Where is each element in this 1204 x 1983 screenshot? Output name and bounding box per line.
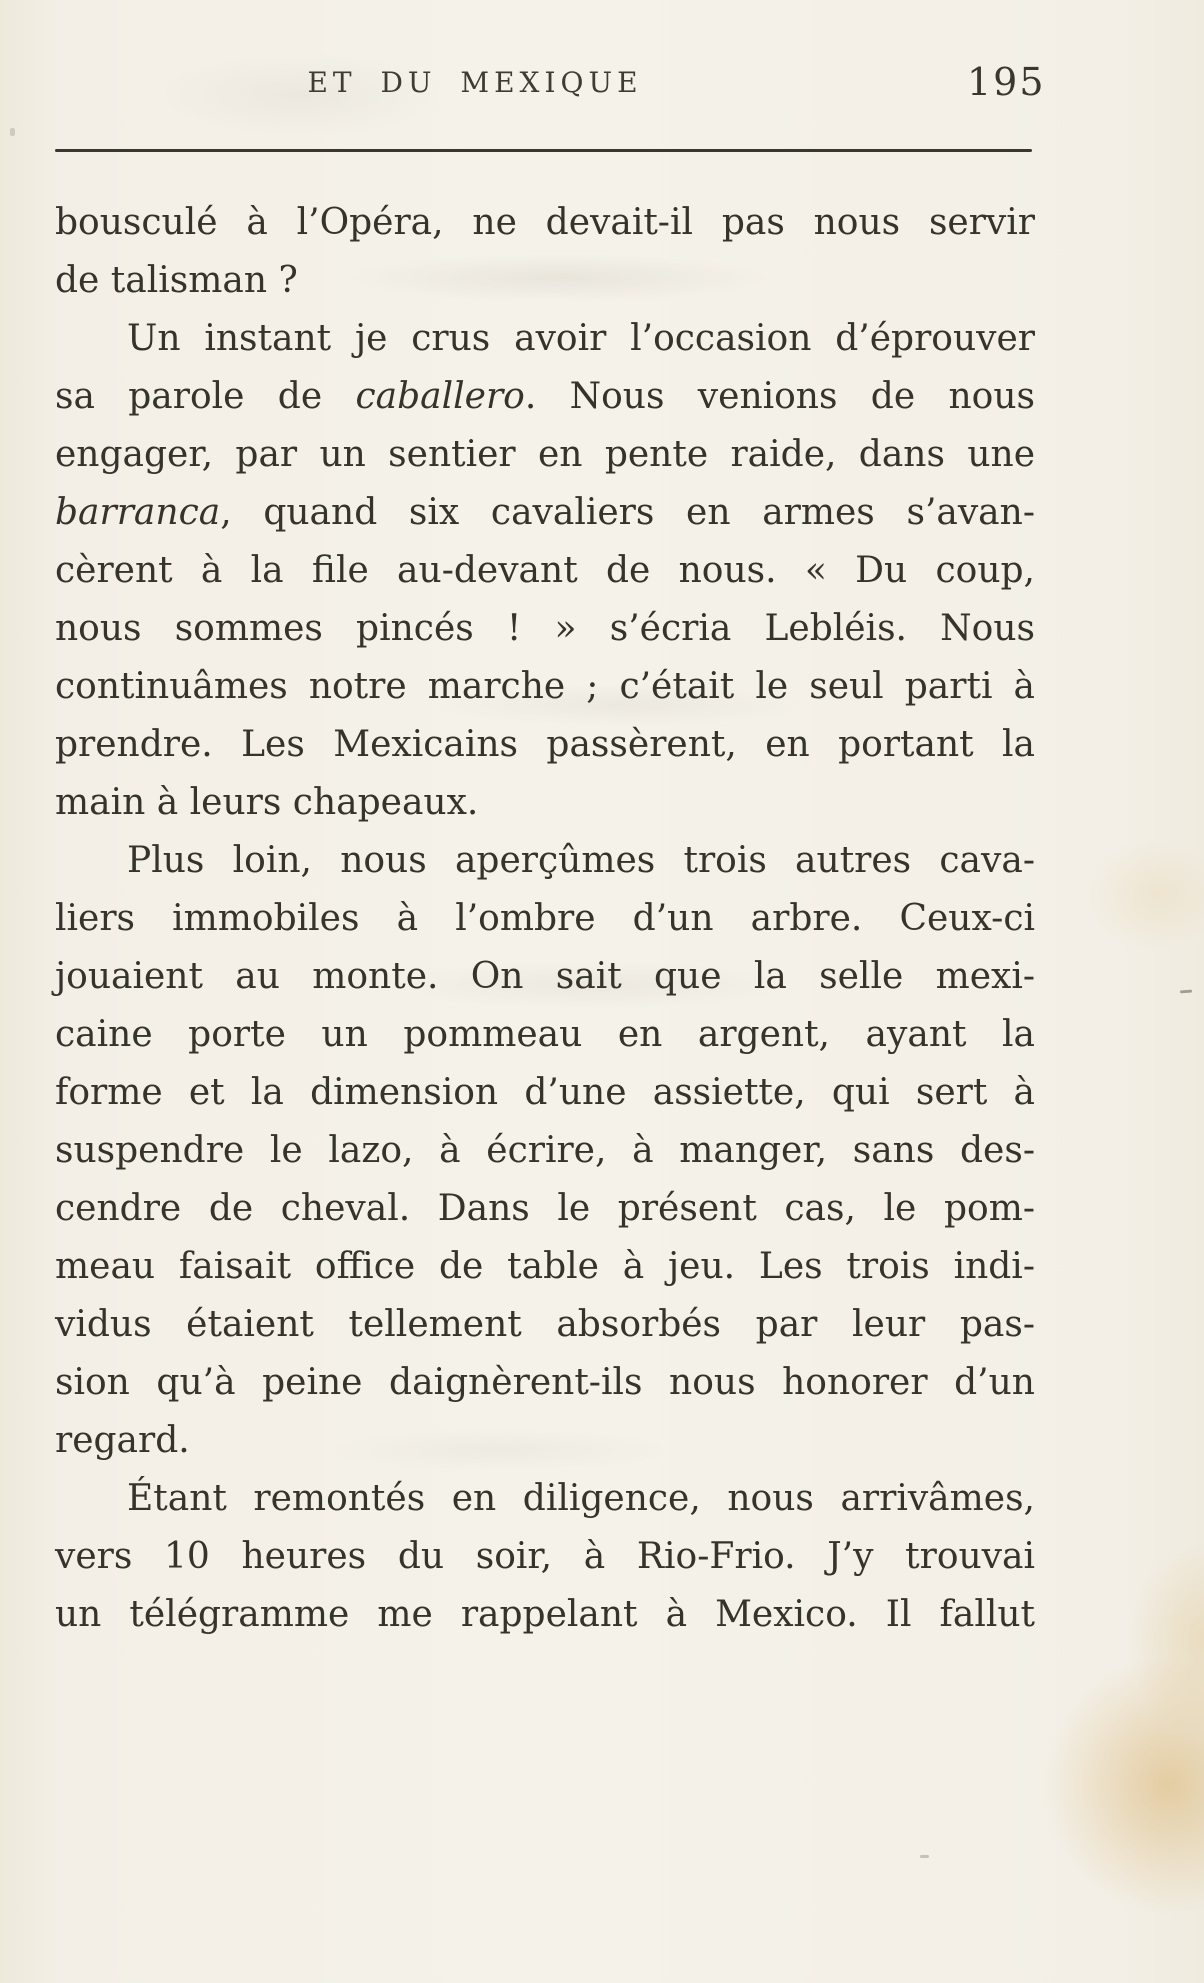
text-line (55, 890, 1035, 948)
text-line (55, 948, 1035, 1006)
text-line (55, 252, 1035, 310)
text-segment: nous sommes pincés ! » s’écria Lebléis. Nous (55, 608, 1035, 649)
paper-speckle (10, 128, 15, 136)
text-segment: bousculé à l’Opéra, ne devait-il pas nous servir (55, 202, 1035, 243)
text-line (55, 1296, 1035, 1354)
page-number: 195 (967, 60, 1046, 104)
text-segment: caine porte un pommeau en argent, ayant la (55, 1014, 1035, 1055)
text-line (55, 1586, 1035, 1644)
paragraph (55, 194, 1035, 310)
text-line (55, 658, 1035, 716)
text-line (55, 1528, 1035, 1586)
text-segment: , quand six cavaliers en armes s’avan- (220, 492, 1035, 533)
text-segment: . Nous venions de nous (524, 376, 1035, 417)
text-segment: continuâmes notre marche ; c’était le seul parti à (55, 666, 1035, 707)
text-segment: liers immobiles à l’ombre d’un arbre. Ceux-ci (55, 898, 1035, 939)
text-segment: regard. (55, 1420, 190, 1461)
text-segment: cendre de cheval. Dans le présent cas, le pom- (55, 1188, 1035, 1229)
paragraph (55, 310, 1035, 832)
text-line (55, 1006, 1035, 1064)
paragraph (55, 832, 1035, 1470)
paragraph (55, 1470, 1035, 1644)
text-line (55, 194, 1035, 252)
header-rule (55, 149, 1032, 152)
text-segment: Un instant je crus avoir l’occasion d’éprouver (127, 318, 1035, 359)
text-line (55, 1180, 1035, 1238)
text-segment: jouaient au monte. On sait que la selle mexi- (55, 956, 1035, 997)
text-line (55, 774, 1035, 832)
text-line (55, 832, 1035, 890)
text-line (55, 600, 1035, 658)
text-block (55, 194, 1035, 1644)
text-segment: suspendre le lazo, à écrire, à manger, sans des- (55, 1130, 1035, 1171)
text-segment: Étant remontés en diligence, nous arrivâmes, (127, 1478, 1035, 1519)
text-segment: sa parole de (55, 376, 356, 417)
italic-term: caballero (355, 376, 525, 417)
text-segment: meau faisait office de table à jeu. Les trois indi- (55, 1246, 1035, 1287)
text-segment: un télégramme me rappelant à Mexico. Il fallut (55, 1594, 1035, 1635)
text-line (55, 1064, 1035, 1122)
text-segment: vers 10 heures du soir, à Rio-Frio. J’y trouvai (55, 1536, 1035, 1577)
paper-speckle (1180, 990, 1192, 994)
text-segment: main à leurs chapeaux. (55, 782, 479, 823)
text-line (55, 1412, 1035, 1470)
text-line (55, 1354, 1035, 1412)
text-segment: Plus loin, nous aperçûmes trois autres cava- (127, 840, 1035, 881)
text-line (55, 368, 1035, 426)
text-segment: forme et la dimension d’une assiette, qui sert à (55, 1072, 1035, 1113)
running-head (0, 0, 1204, 120)
italic-term: barranca (55, 492, 221, 533)
text-line (55, 484, 1035, 542)
text-segment: vidus étaient tellement absorbés par leur pas- (55, 1304, 1035, 1345)
text-line (55, 426, 1035, 484)
text-segment: prendre. Les Mexicains passèrent, en portant la (55, 724, 1035, 765)
text-line (55, 1238, 1035, 1296)
text-segment: engager, par un sentier en pente raide, dans une (55, 434, 1035, 475)
text-line (55, 1470, 1035, 1528)
page-header-title: ET DU MEXIQUE (307, 66, 643, 99)
text-line (55, 1122, 1035, 1180)
text-segment: cèrent à la file au-devant de nous. « Du coup, (55, 550, 1035, 591)
text-line (55, 542, 1035, 600)
text-line (55, 716, 1035, 774)
text-segment: de talisman ? (55, 260, 298, 301)
text-segment: sion qu’à peine daignèrent-ils nous honorer d’un (55, 1362, 1035, 1403)
text-line (55, 310, 1035, 368)
paper-speckle (920, 1855, 929, 1858)
